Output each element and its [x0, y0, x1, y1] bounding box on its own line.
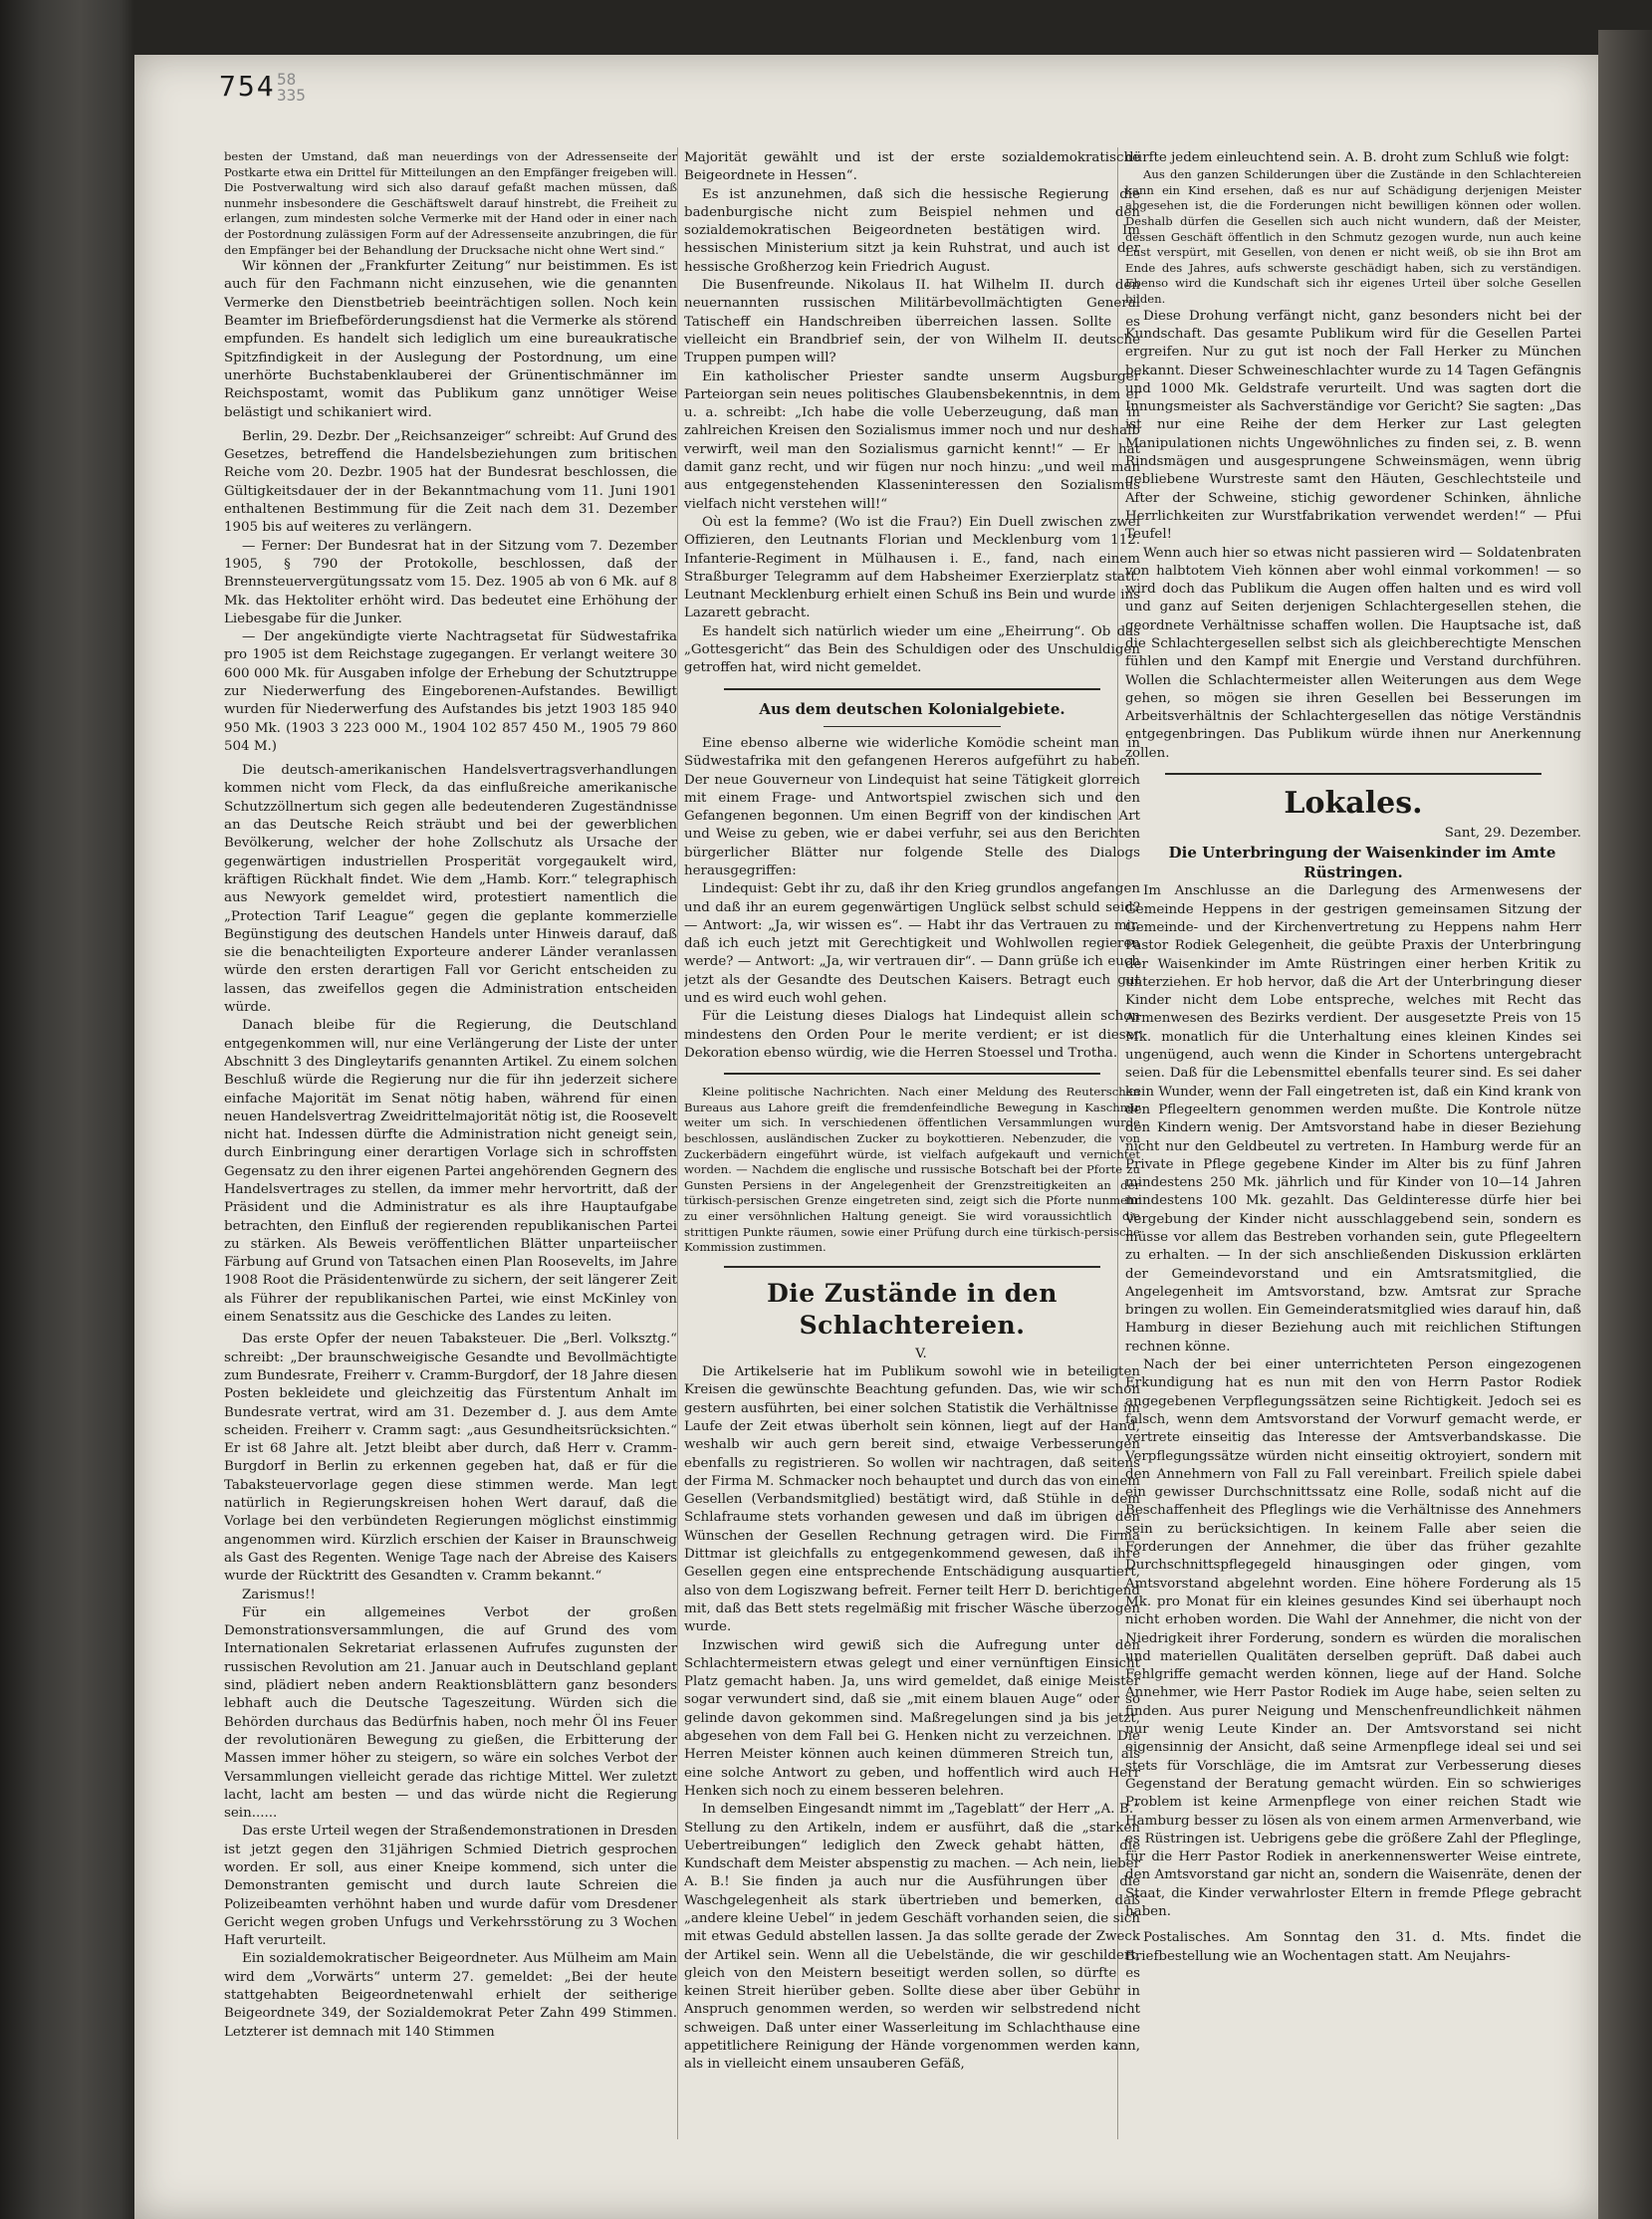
- article-headline: Die Unterbringung der Waisenkinder im Amte Rüstringen.: [1168, 844, 1556, 882]
- article-paragraph: Die deutsch-amerikanischen Handelsvertragsverhandlungen kommen nicht vom Fleck, da das einflußreiche amerikanische Schutzzöllnertum sich gegen alle bedeutenderen Zugeständnisse an das Deutsche Reich sträubt und bei der gewerblichen Bevölkerung, welcher der hohe Zollschutz als Ursache der gegenwärtigen industriellen Prosperität vorgegaukelt wird, kräftigen Rückhalt findet. Wie dem „Hamb. Korr.“ telegraphisch aus Newyork gemeldet wird, protestiert namentlich die „Protection Tarif League“ gegen die geplante kommerzielle Begünstigung des deutschen Handels unter Hinweis darauf, daß sie die benachteiligten Exporteure anderer Länder veranlassen würde den ersten derartigen Fall vor Gericht entscheiden zu lassen, das zweifellos gegen die Administration entscheiden würde.: [224, 763, 677, 1016]
- article-paragraph: Die Artikelserie hat im Publikum sowohl wie in beteiligten Kreisen die gewünschte Beachtung gefunden. Das, wie wir schon gestern ausführten, bei einer solchen Statistik die Verhältnisse im Laufe der Zeit etwas überholt sein können, liegt auf der Hand, weshalb wir auch gern bereit sind, etwaige Verbesserungen ebenfalls zu registrieren. So wollen wir nachtragen, daß seitens der Firma M. Schmacker noch behauptet und durch das von einem Gesellen (Verbandsmitglied) bestätigt wird, daß Stühle in dem Schlafraume stets vorhanden gewesen und daß im übrigen den Wünschen der Gesellen Rechnung getragen wird. Die Firma Dittmar ist gleichfalls zu entgegenkommend gewesen, daß ihre Gesellen gegen eine entsprechende Entschädigung ausquartiert, also von dem Logiszwang befreit. Ferner teilt Herr D. berichtigend mit, daß das Bett stets regelmäßig mit frischer Wäsche überzogen wurde.: [684, 1364, 1140, 1635]
- section-divider: [724, 1073, 1100, 1075]
- article-paragraph: Für ein allgemeines Verbot der großen Demonstrationsversammlungen, die auf Grund des vom Internationalen Sekretariat erlassenen Aufrufes zugunsten der russischen Revolution am 21. Januar auch in Deutschland geplant sind, plädiert neben andern Reaktionsblättern ganz besonders lebhaft auch die Deutsche Tageszeitung. Würden sich die Behörden durchaus das Bedürfnis haben, noch mehr Öl ins Feuer der revolutionären Bewegung zu gießen, die Erbitterung der Massen immer höher zu steigern, so wäre ein solches Verbot der Versammlungen vielleicht gerade das richtige Mittel. Wer zuletzt lacht, lacht am besten — und das würde nicht die Regierung sein......: [224, 1604, 677, 1822]
- article-paragraph: Die Busenfreunde. Nikolaus II. hat Wilhelm II. durch den neuernannten russischen Militärbevollmächtigten General Tatischeff ein Handschreiben überreichen lassen. Sollte es vielleicht ein Brandbrief sein, der von Wilhelm II. deutsche Truppen pumpen will?: [684, 278, 1140, 367]
- article-paragraph: Im Anschlusse an die Darlegung des Armenwesens der Gemeinde Heppens in der gestrigen gemeinsamen Sitzung der Gemeinde- und der Kirchenvertretung zu Heppens nahm Herr Pastor Rodiek Gelegenheit, die geübte Praxis der Unterbringung der Waisenkinder im Amte Rüstringen einer herben Kritik zu unterziehen. Er hob hervor, daß die Art der Unterbringung dieser Kinder nicht dem Lobe entspreche, welches mit Recht das Armenwesen des Bezirks verdient. Der ausgesetzte Preis von 15 Mk. monatlich für die Unterhaltung eines kleinen Kindes sei ungenügend, auch wenn die Kinder in Schortens untergebracht seien. Daß für die Lebensmittel ebenfalls teurer sind. Es sei daher kein Wunder, wenn der Fall eingetreten ist, daß ein Kind krank von den Pflegeeltern genommen werden mußte. Die Kontrole nütze den Kindern wenig. Der Amtsvorstand habe in dieser Beziehung nicht nur den Geldbeutel zu vertreten. In Hamburg werde für an Private in Pflege gegebene Kinder im Alter bis zu fünf Jahren mindestens 250 Mk. jährlich und für Kinder von 10—14 Jahren mindestens 100 Mk. gezahlt. Das Geldinteresse dürfe hier bei Vergebung der Kinder nicht ausschlaggebend sein, sondern es müsse vor allem das Bestreben vorhanden sein, gute Pflegeeltern zu erhalten. — In der sich anschließenden Diskussion erklärten der Gemeindevorstand und ein Amtsratsmitglied, die Angelegenheit im Amtsvorstand, bzw. Amtsrat zur Sprache bringen zu wollen. Ein Gemeinderatsmitglied wies darauf hin, daß Hamburg in dieser Beziehung auch mit reichlichen Stiftungen rechnen könne.: [1125, 883, 1581, 1355]
- article-paragraph: Eine ebenso alberne wie widerliche Komödie scheint man in Südwestafrika mit den gefangenen Hereros aufgeführt zu haben. Der neue Gouverneur von Lindequist hat seine Tätigkeit glorreich mit einem Frage- und Antwortspiel zwischen sich und den Gefangenen begonnen. Um einen Begriff von der kindischen Art und Weise zu geben, wie er dabei verfuhr, sei aus den Berichten bürgerlicher Blätter nur folgende Stelle des Dialogs herausgegriffen:: [684, 735, 1140, 878]
- page-number: 754: [219, 70, 276, 103]
- article-paragraph: Lindequist: Gebt ihr zu, daß ihr den Krieg grundlos angefangen und daß ihr an eurem gegenwärtigen Unglück selbst schuld seid? — Antwort: „Ja, wir wissen es“. — Habt ihr das Vertrauen zu mir, daß ich euch jetzt mit Gerechtigkeit und Wohlwollen regieren werde? — Antwort: „Ja, wir vertrauen dir“. — Dann grüße ich euch jetzt als der Gesandte des Deutschen Kaisers. Betragt euch gut und es wird euch wohl gehen.: [684, 881, 1140, 1007]
- article-paragraph: Inzwischen wird gewiß sich die Aufregung unter den Schlachtermeistern etwas gelegt und einer vernünftigen Einsicht Platz gemacht haben. Ja, uns wird gemeldet, daß einige Meister sogar verwundert sind, daß sie „mit einem blauen Auge“ oder so gelinde davon gekommen sind. Maßregelungen sind ja bis jetzt, abgesehen von dem Fall bei G. Henken nicht zu verzeichnen. Die Herren Meister können auch keinen dümmeren Streich tun, als eine solche Antwort zu geben, und hoffentlich wird auch Herr Henken sich noch zu einem besseren belehren.: [684, 1637, 1140, 1799]
- article-paragraph: Ein katholischer Priester sandte unserm Augsburger Parteiorgan sein neues politisches Glaubensbekenntnis, in dem er u. a. schreibt: „Ich habe die volle Ueberzeugung, daß man in zahlreichen Kreisen den Sozialismus immer noch und nur deshalb verwirft, weil man den Sozialismus garnicht kennt!“ — Er hat damit ganz recht, und wir fügen nur noch hinzu: „und weil man aus entgegenstehenden Klasseninteressen den Sozialismus vielfach nicht verstehen will!“: [684, 369, 1140, 512]
- article-paragraph: Nach der bei einer unterrichteten Person eingezogenen Erkundigung hat es nun mit den von Herrn Pastor Rodiek angegebenen Verpflegungssätzen seine Richtigkeit. Jedoch sei es falsch, wenn dem Amtsvorstand der Vorwurf gemacht werde, er vertrete einseitig das Interesse der Amtsverbandskasse. Die Verpflegungssätze würden nicht einseitig oktroyiert, sondern mit den Annehmern von Fall zu Fall vereinbart. Freilich spiele dabei ein gewisser Durchschnittssatz eine Rolle, sodaß nicht auf die Beschaffenheit des Pfleglings wie die Verhältnisse des Annehmers sein zu berücksichtigen. In keinem Falle aber seien die Forderungen der Annehmer, die über das früher gezahlte Durchschnittspflegegeld hinausgingen oder gingen, vom Amtsvorstand abgelehnt worden. Eine höhere Forderung als 15 Mk. pro Monat für ein kleines gesundes Kind sei überhaupt noch nicht erhoben worden. Die Wahl der Annehmer, die nicht von der Niedrigkeit ihrer Forderung, sondern es würden die moralischen und materiellen Qualitäten derselben geprüft. Daß dabei auch Fehlgriffe gemacht werden können, liege auf der Hand. Solche Annehmer, wie Herr Pastor Rodiek im Auge habe, seien selten zu finden. Aus purer Neigung und Menschenfreundlichkeit nähmen nur wenig Leute Kinder an. Der Amtsvorstand sei nicht eigensinnig der Ansicht, daß seine Armenpflege ideal sei und sei stets für Vorschläge, die im Amtsrat zur Verbesserung dieses Gegenstand der Beratung gemacht würden. Ein so schwieriges Problem ist keine Armenpflege von einer reichen Stadt wie Hamburg besser zu lösen als von einem armen Armenverband, wie es Rüstringen ist. Uebrigens gebe die größere Zahl der Pfleglinge, für die Herr Pastor Rodiek in anerkennenswerter Weise eintrete, den Amtsvorstand gar nicht an, sondern die Waisenräte, denen der Staat, die Kinder verwahrloster Eltern in fremde Pflege gebracht haben.: [1125, 1357, 1581, 1919]
- article-paragraph: Zarismus!!: [242, 1587, 316, 1603]
- dateline: Sant, 29. Dezember.: [1444, 826, 1581, 842]
- article-paragraph: — Der angekündigte vierte Nachtragsetat für Südwestafrika pro 1905 ist dem Reichstage zugegangen. Er verlangt weitere 30 600 000 Mk. für Ausgaben infolge der Erhebung der Schutztruppe zur Niederwerfung des Eingeborenen-Aufstandes. Bewilligt wurden für Niederwerfung des Aufstandes bis jetzt 1903 185 940 950 Mk. (1903 3 223 000 M., 1904 102 857 450 M., 1905 79 860 504 M.): [224, 629, 677, 754]
- section-divider: [724, 1266, 1100, 1268]
- article-paragraph: Danach bleibe für die Regierung, die Deutschland entgegenkommen will, nur eine Verlängerung der Liste der unter Abschnitt 3 des Dingleytarifs genannten Artikel. Zu einem solchen Beschluß würde die Regierung nur die für ihn jederzeit sichere einfache Majorität im Senat nötig haben, während für einen neuen Handelsvertrag Zweidrittelmajorität nötig ist, die Roosevelt nicht hat. Indessen dürfte die Administration nicht geneigt sein, durch Einbringung einer derartigen Vorlage sich in schroffsten Gegensatz zu den ihrer eigenen Partei angehörenden Gegnern des Handelsvertrages zu stellen, da immer mehr hervortritt, daß der Präsident und die Administratur es als ihre Hauptaufgabe betrachten, den Einfluß der regierenden republikanischen Partei zu stärken. Als Beweis veröffentlichen Blätter unparteiischer Färbung auf Grund von Tatsachen einen Plan Roosevelts, im Jahre 1908 Root die Präsidentenwürde zu sichern, der seit längerer Zeit als Führer der republikanischen Partei, wie einst McKinley von einem Senatssitz aus die Geschicke des Landes zu leiten.: [224, 1018, 677, 1326]
- article-paragraph: Ein sozialdemokratischer Beigeordneter. Aus Mülheim am Main wird dem „Vorwärts“ unterm 27. gemeldet: „Bei der heute stattgehabten Beigeordnetenwahl erhielt der seitherige Beigeordnete 349, der Sozialdemokrat Peter Zahn 499 Stimmen. Letzterer ist demnach mit 140 Stimmen: [224, 1951, 677, 2040]
- article-paragraph: Où est la femme? (Wo ist die Frau?) Ein Duell zwischen zwei Offizieren, den Leutnants Florian und Mecklenburg vom 112. Infanterie-Regiment in Mülhausen i. E., fand, nach einem Straßburger Telegramm auf dem Habsheimer Exerzierplatz statt. Leutnant Mecklenburg erhielt einen Schuß ins Bein und wurde ins Lazarett gebracht.: [684, 514, 1140, 621]
- article-headline: Die Zustände in den Schlachtereien.: [767, 1278, 1058, 1340]
- colonial-heading: Aus dem deutschen Kolonialgebiete.: [759, 699, 1065, 718]
- article-paragraph: Es handelt sich natürlich wieder um eine „Eheirrung“. Ob das „Gottesgericht“ das Bein des Schuldigen oder des Unschuldigen getroffen hat, wird nicht gemeldet.: [684, 623, 1140, 676]
- article-paragraph: Diese Drohung verfängt nicht, ganz besonders nicht bei der Kundschaft. Das gesamte Publikum wird für die Gesellen Partei ergreifen. Nur zu gut ist noch der Fall Herker zu München bekannt. Dieser Schweineschlachter wurde zu 14 Tagen Gefängnis und 1000 Mk. Geldstrafe verurteilt. Und was sagten dort die Innungsmeister als Sachverständige vor Gericht? Sie sagten: „Das ist nur eine Reihe der dem Herker zur Last gelegten Manipulationen nichts Ungewöhnliches zu finden sei, z. B. wenn Rindsmägen und ausgesprungene Schweinsmägen, wenn übrig gebliebene Wurstreste samt den Häuten, Geschlechtsteile und After der Schweine, stichig gewordener Schinken, ähnliche Herrlichkeiten zur Wurstfabrikation verwendet werden!“ — Pfui Teufel!: [1125, 308, 1581, 543]
- article-paragraph: besten der Umstand, daß man neuerdings von der Adressenseite der Postkarte etwa ein Drittel für Mitteilungen an den Empfänger freigeben will. Die Postverwaltung wird sich also darauf gefaßt machen müssen, daß nunmehr insbesondere die Geschäftswelt darauf hinstrebt, die Freiheit zu erlangen, zum mindesten solche Vermerke mit der Hand oder in einer nach der Postordnung zulässigen Form auf der Adressenseite anzubringen, die für den Empfänger bei der Behandlung der Drucksache nicht ohne Wert sind.“: [224, 149, 677, 257]
- article-paragraph: Das erste Urteil wegen der Straßendemonstrationen in Dresden ist jetzt gegen den 31jährigen Schmied Dietrich gesprochen worden. Er soll, aus einer Kneipe kommend, sich unter die Demonstranten gemischt und durch laute Schreien die Polizeibeamten verhöhnt haben und wurde dafür vom Dresdener Gericht wegen groben Unfugs und Verkehrsstörung zu 3 Wochen Haft verurteilt.: [224, 1824, 677, 1949]
- article-paragraph: dürfte jedem einleuchtend sein. A. B. droht zum Schluß wie folgt:: [1125, 150, 1569, 165]
- news-brief: Kleine politische Nachrichten. Nach einer Meldung des Reuterschen Bureaus aus Lahore greift die fremdenfeindliche Bewegung in Kaschmir weiter um sich. In verschiedenen öffentlichen Versammlungen wurde beschlossen, ausländischen Zucker zu boykottieren. Nebenzuder, die von Zuckerbädern eingeführt würde, ist vielfach aufgekauft und vernichtet worden. — Nachdem die englische und russische Botschaft bei der Pforte zu Gunsten Persiens in der Angelegenheit der Grenzstreitigkeiten an der türkisch-persischen Grenze eingetreten sind, zeigt sich die Pforte nunmehr zu einer versöhnlichen Haltung geneigt. Sie wird voraussichtlich die strittigen Punkte räumen, sowie einer Prüfung durch eine türkisch-persische Kommission zustimmen.: [684, 1085, 1140, 1255]
- margin-scribble: 58 335: [277, 70, 306, 105]
- article-paragraph: Das erste Opfer der neuen Tabaksteuer. Die „Berl. Volksztg.“ schreibt: „Der braunschweigische Gesandte und Bevollmächtigte zum Bundesrate, Freiherr v. Cramm-Burgdorf, der 18 Jahre diesen Posten bekleidete und gleichzeitig das Fürstentum Anhalt im Bundesrate vertrat, wird am 31. Dezember d. J. aus dem Amte scheiden. Freiherr v. Cramm sagt: „aus Gesundheitsrücksichten.“ Er ist 68 Jahre alt. Jetzt bleibt aber durch, daß Herr v. Cramm-Burgdorf in Berlin zu erkennen gegeben hat, daß er für die Tabaksteuervorlage gegen diese stimmen werde. Man legt natürlich in Regierungskreisen hohen Wert darauf, daß die Vorlage bei den verbündeten Regierungen möglichst einstimmig angenommen wird. Kürzlich erschien der Kaiser in Braunschweig als Gast des Regenten. Wenige Tage nach der Abreise des Kaisers wurde der Rücktritt des Gesandten v. Cramm bekannt.“: [224, 1332, 677, 1585]
- article-paragraph: Es ist anzunehmen, daß sich die hessische Regierung die badenburgische nicht zum Beispiel nehmen und den sozialdemokratischen Beigeordneten bestätigen wird. Im hessischen Ministerium sitzt ja kein Ruhstrat, und auch ist der hessische Großherzog kein Friedrich August.: [684, 186, 1140, 275]
- article-paragraph: Für die Leistung dieses Dialogs hat Lindequist allein schon mindestens den Orden Pour le merite verdient; er ist dieser Dekoration ebenso würdig, wie die Herren Stoessel und Trotha.: [684, 1009, 1140, 1061]
- article-paragraph: In demselben Eingesandt nimmt im „Tageblatt“ der Herr „A. B.“ Stellung zu den Artikeln, indem er ausführt, daß die „starken Uebertreibungen“ lediglich den Zweck gehabt hätten, die Kundschaft dem Meister abspenstig zu machen. — Ach nein, lieber A. B.! Sie finden ja auch nur die Ausführungen über die Waschgelegenheit als stark übertrieben und bemerken, daß „andere kleine Uebel“ in jedem Geschäft vorhanden seien, die sich mit etwas Geduld abstellen lassen. Ja das sollte gerade der Zweck der Artikel sein. Wenn all die Uebelstände, die wir geschildert, gleich von den Meistern beseitigt werden sollen, so dürfte es keinen Streit hierüber geben. Sollte diese aber über Gebühr in Anspruch genommen werden, so werden wir selbstredend nicht schweigen. Daß unter einer Wasserleitung im Schlachthause eine appetitlichere Reinigung der Hände vorgenommen werden kann, als in vielleicht einem unsauberen Gefäß,: [684, 1802, 1140, 2073]
- column-rule: [677, 147, 678, 2139]
- section-divider: [724, 688, 1100, 690]
- article-paragraph: — Ferner: Der Bundesrat hat in der Sitzung vom 7. Dezember 1905, § 790 der Protokolle, beschlossen, daß der Brennsteuervergütungssatz vom 15. Dez. 1905 ab von 6 Mk. auf 8 Mk. das Hektoliter erhöht wird. Das bedeutet eine Erhöhung der Liebesgabe für die Junker.: [224, 538, 677, 626]
- article-paragraph: Wir können der „Frankfurter Zeitung“ nur beistimmen. Es ist auch für den Fachmann nicht einzusehen, wie die genannten Vermerke den Dienstbetrieb beeinträchtigen sollen. Noch kein Beamter im Briefbeförderungsdienst hat die Vermerke als störend empfunden. Es handelt sich lediglich um eine bureaukratische Spitzfindigkeit in der Auslegung der Postordnung, um eine unerhörte Buchstabenklauberei der Grünentischmänner im Reichspostamt, womit das Publikum ganz unnötiger Weise belästigt und schikaniert wird.: [224, 259, 677, 420]
- section-heading-lokales: Lokales.: [1284, 786, 1423, 822]
- section-divider: [824, 726, 1001, 727]
- article-paragraph: Postalisches. Am Sonntag den 31. d. Mts. findet die Briefbestellung wie an Wochentagen statt. Am Neujahrs-: [1125, 1930, 1581, 1964]
- column-left: [224, 149, 677, 2201]
- column-middle: [684, 149, 1140, 2201]
- quoted-paragraph: Aus den ganzen Schilderungen über die Zustände in den Schlachtereien kann ein Kind ersehen, daß es nur auf Schädigung derjenigen Meister abgesehen ist, die die Forderungen nicht bewilligen können oder wollen. Deshalb dürfen die Gesellen sich auch nicht wundern, daß der Meister, dessen Geschäft öffentlich in den Schmutz gezogen wurde, nun auch keine Lust verspürt, mit Gesellen, von denen er nicht weiß, ob sie ihn Brot am Ende des Jahres, aufs schwerste geschädigt haben, sich zu verständigen. Ebenso wird die Kundschaft sich ihr eigenes Urteil über solche Gesellen bilden.: [1125, 167, 1581, 307]
- article-paragraph: Berlin, 29. Dezbr. Der „Reichsanzeiger“ schreibt: Auf Grund des Gesetzes, betreffend die Handelsbeziehungen zum britischen Reiche vom 20. Dezbr. 1905 hat der Bundesrat beschlossen, die Gültigkeitsdauer der in der Bekanntmachung vom 11. Juni 1901 enthaltenen Bestimmung für die Zeit nach dem 31. Dezember 1905 bis auf weiteres zu verlängern.: [224, 428, 677, 536]
- column-right: [1125, 149, 1581, 2201]
- article-paragraph: Majorität gewählt und ist der erste sozialdemokratische Beigeordnete in Hessen“.: [684, 150, 1140, 184]
- section-divider: [1165, 773, 1541, 775]
- article-paragraph: Wenn auch hier so etwas nicht passieren wird — Soldatenbraten von halbtotem Vieh können aber wohl einmal vorkommen! — so wird doch das Publikum die Augen offen halten und es wird voll und ganz auf Seiten derjenigen Schlachtergesellen stehen, die geordnete Verhältnisse schaffen wollen. Die Hauptsache ist, daß die Schlachtergesellen selbst sich als gleichberechtigte Menschen fühlen und den Kampf mit Energie und Verstand durchführen. Wollen die Schlachtermeister allen Weiterungen aus dem Wege gehen, so mögen sie ihren Gesellen bei Besserungen im Arbeitsverhältnis der Schlachtergesellen das nötige Verständnis entgegenbringen. Das Publikum würde ihnen nur Anerkennung zollen.: [1125, 545, 1581, 761]
- book-edge: [1598, 30, 1652, 2219]
- series-number: V.: [915, 1346, 927, 1361]
